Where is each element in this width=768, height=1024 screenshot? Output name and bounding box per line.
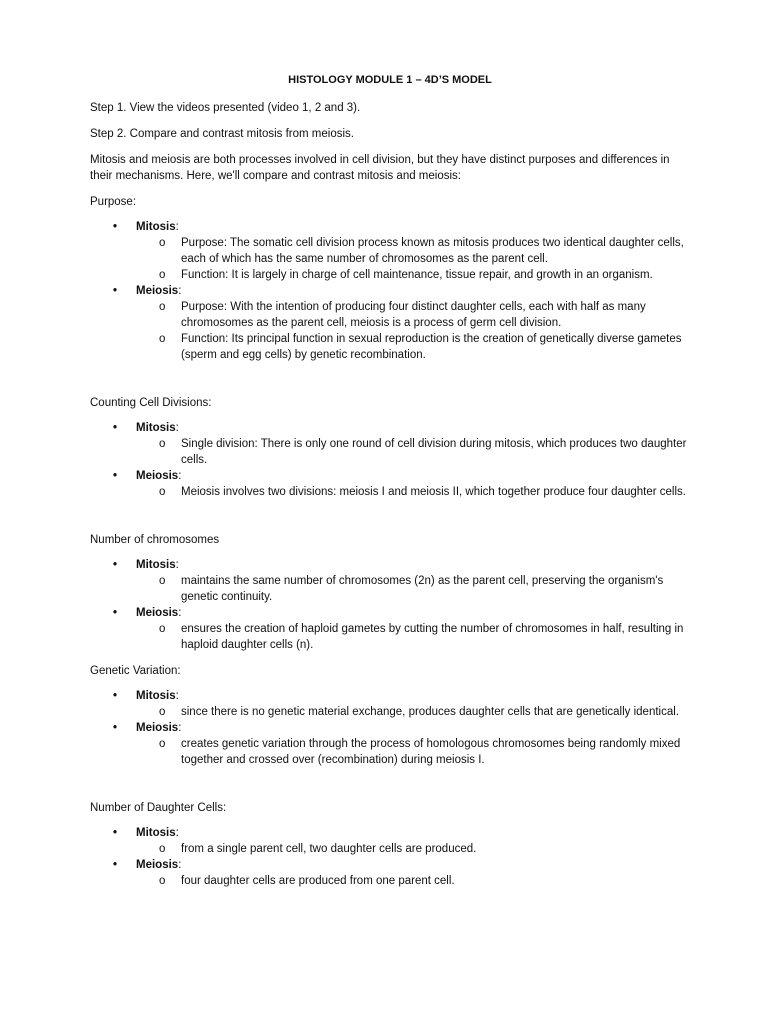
sub-bullet-icon: o	[159, 269, 166, 281]
mitosis-label: Mitosis	[136, 422, 176, 434]
bullet-icon: •	[113, 470, 118, 482]
meiosis-item	[90, 605, 690, 653]
section-heading-purpose: Purpose:	[90, 196, 137, 208]
mitosis-detail-text: from a single parent cell, two daughter cells are produced.	[181, 843, 477, 855]
sub-bullet-icon: o	[159, 575, 166, 587]
meiosis-detail-text: ensures the creation of haploid gametes by cutting the number of chromosomes in half, resulting in haploid daughter cells (n).	[181, 623, 684, 651]
meiosis-detail	[136, 331, 690, 363]
meiosis-sub-list	[136, 621, 690, 653]
label-colon: :	[178, 470, 182, 482]
mitosis-sub-list	[136, 704, 690, 720]
meiosis-detail	[136, 484, 690, 500]
mitosis-detail	[136, 436, 690, 468]
document-title: HISTOLOGY MODULE 1 – 4D’S MODEL	[288, 74, 492, 86]
bullet-list-purpose	[90, 219, 690, 363]
bullet-icon: •	[113, 607, 118, 619]
bullet-icon: •	[113, 827, 118, 839]
sub-bullet-icon: o	[159, 237, 166, 249]
step-2: Step 2. Compare and contrast mitosis from meiosis.	[90, 128, 354, 140]
mitosis-detail-text: Function: It is largely in charge of cell maintenance, tissue repair, and growth in an organism.	[181, 269, 653, 281]
mitosis-detail	[136, 841, 690, 857]
step-1: Step 1. View the videos presented (video 1, 2 and 3).	[90, 102, 361, 114]
document-page	[90, 72, 690, 899]
bullet-icon: •	[113, 690, 118, 702]
intro-paragraph: Mitosis and meiosis are both processes involved in cell division, but they have distinct purposes and differences in their mechanisms. Here, we'll compare and contrast mitosis and meiosis:	[90, 154, 670, 182]
bullet-icon: •	[113, 859, 118, 871]
bullet-icon: •	[113, 559, 118, 571]
label-colon: :	[178, 722, 182, 734]
sub-bullet-icon: o	[159, 738, 166, 750]
meiosis-sub-list	[136, 736, 690, 768]
mitosis-sub-list	[136, 436, 690, 468]
bullet-icon: •	[113, 722, 118, 734]
meiosis-item	[90, 857, 690, 889]
meiosis-label: Meiosis	[136, 285, 179, 297]
meiosis-label: Meiosis	[136, 859, 179, 871]
label-colon: :	[175, 827, 179, 839]
mitosis-detail	[136, 235, 690, 267]
sub-bullet-icon: o	[159, 301, 166, 313]
sub-bullet-icon: o	[159, 843, 166, 855]
meiosis-item	[90, 720, 690, 768]
mitosis-sub-list	[136, 573, 690, 605]
bullet-icon: •	[113, 285, 118, 297]
mitosis-detail	[136, 267, 690, 283]
sub-bullet-icon: o	[159, 438, 166, 450]
mitosis-item	[90, 825, 690, 857]
sub-bullet-icon: o	[159, 706, 166, 718]
mitosis-detail	[136, 573, 690, 605]
mitosis-item	[90, 420, 690, 468]
meiosis-label: Meiosis	[136, 607, 179, 619]
label-colon: :	[175, 221, 179, 233]
sub-bullet-icon: o	[159, 623, 166, 635]
bullet-list-genetic-variation	[90, 688, 690, 768]
meiosis-detail	[136, 873, 690, 889]
sub-bullet-icon: o	[159, 875, 166, 887]
bullet-list-chromosomes	[90, 557, 690, 653]
mitosis-label: Mitosis	[136, 559, 176, 571]
meiosis-label: Meiosis	[136, 722, 179, 734]
label-colon: :	[175, 690, 179, 702]
mitosis-detail-text: Purpose: The somatic cell division process known as mitosis produces two identical daughter cells, each of which has the same number of chromosomes as the parent cell.	[181, 237, 684, 265]
section-heading-daughter-cells: Number of Daughter Cells:	[90, 802, 227, 814]
meiosis-sub-list	[136, 484, 690, 500]
meiosis-detail-text: creates genetic variation through the process of homologous chromosomes being randomly mixed together and crossed over (recombination) during meiosis I.	[181, 738, 681, 766]
meiosis-detail-text: Function: Its principal function in sexual reproduction is the creation of genetically diverse gametes (sperm and egg cells) by genetic recombination.	[181, 333, 682, 361]
section-spacer	[90, 778, 690, 800]
mitosis-sub-list	[136, 235, 690, 283]
bullet-list-cell-divisions	[90, 420, 690, 500]
bullet-icon: •	[113, 221, 118, 233]
sub-bullet-icon: o	[159, 486, 166, 498]
meiosis-detail-text: Purpose: With the intention of producing four distinct daughter cells, each with half as many chromosomes as the parent cell, meiosis is a process of germ cell division.	[181, 301, 646, 329]
section-spacer	[90, 510, 690, 532]
meiosis-item	[90, 283, 690, 363]
label-colon: :	[175, 559, 179, 571]
mitosis-item	[90, 219, 690, 283]
meiosis-item	[90, 468, 690, 500]
bullet-icon: •	[113, 422, 118, 434]
section-heading-genetic-variation: Genetic Variation:	[90, 665, 181, 677]
label-colon: :	[178, 859, 182, 871]
meiosis-detail-text: four daughter cells are produced from one parent cell.	[181, 875, 455, 887]
mitosis-label: Mitosis	[136, 827, 176, 839]
mitosis-detail-text: maintains the same number of chromosomes (2n) as the parent cell, preserving the organism's genetic continuity.	[181, 575, 664, 603]
bullet-list-daughter-cells	[90, 825, 690, 889]
section-spacer	[90, 373, 690, 395]
mitosis-label: Mitosis	[136, 221, 176, 233]
mitosis-detail	[136, 704, 690, 720]
mitosis-label: Mitosis	[136, 690, 176, 702]
meiosis-label: Meiosis	[136, 470, 179, 482]
meiosis-sub-list	[136, 873, 690, 889]
section-heading-cell-divisions: Counting Cell Divisions:	[90, 397, 212, 409]
mitosis-sub-list	[136, 841, 690, 857]
mitosis-item	[90, 688, 690, 720]
label-colon: :	[175, 422, 179, 434]
meiosis-detail	[136, 299, 690, 331]
meiosis-detail-text: Meiosis involves two divisions: meiosis I and meiosis II, which together produce four daughter cells.	[181, 486, 686, 498]
meiosis-sub-list	[136, 299, 690, 363]
mitosis-detail-text: since there is no genetic material exchange, produces daughter cells that are genetically identical.	[181, 706, 679, 718]
meiosis-detail	[136, 621, 690, 653]
comparison-sections	[90, 194, 690, 889]
section-heading-chromosomes: Number of chromosomes	[90, 534, 220, 546]
mitosis-item	[90, 557, 690, 605]
meiosis-detail	[136, 736, 690, 768]
label-colon: :	[178, 285, 182, 297]
mitosis-detail-text: Single division: There is only one round of cell division during mitosis, which produces two daughter cells.	[181, 438, 687, 466]
label-colon: :	[178, 607, 182, 619]
sub-bullet-icon: o	[159, 333, 166, 345]
